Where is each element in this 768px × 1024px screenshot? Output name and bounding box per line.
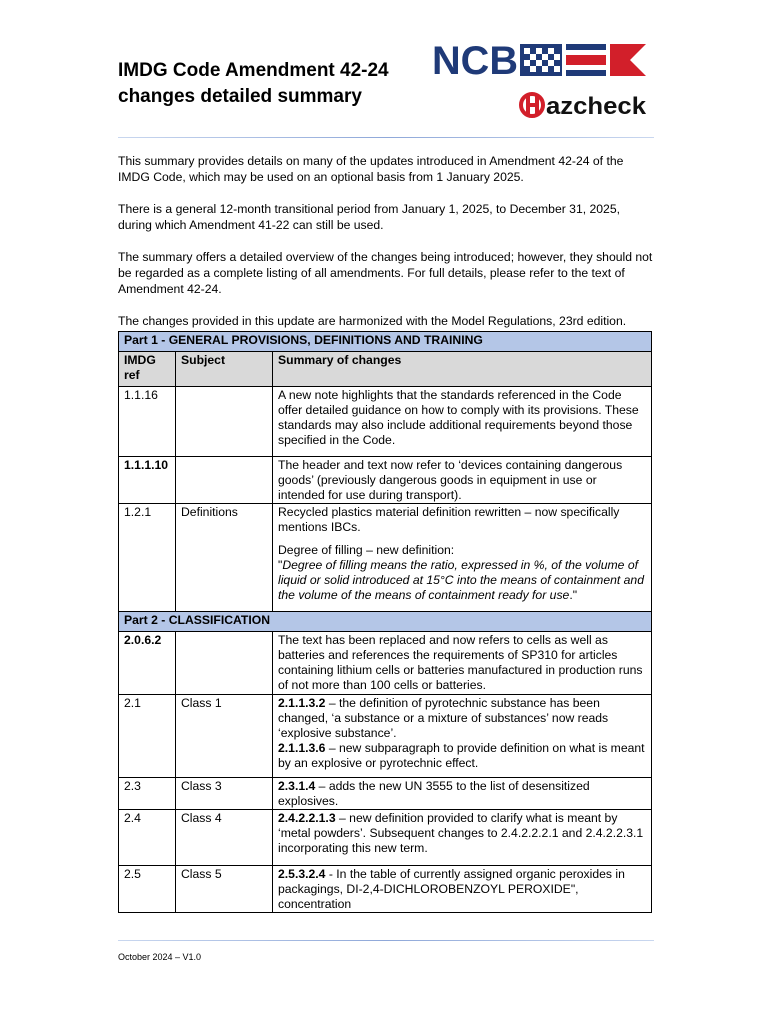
summary-text: – new definition provided to clarify what is meant by ‘metal powders’. Subsequent changes to 2.4.2.2.2.1 and 2.4.2.2.3.1 incorporating this new term. (278, 811, 644, 855)
table-row (119, 810, 652, 866)
row-subject: Class 3 (176, 778, 273, 810)
quote-mark: " (278, 558, 283, 572)
row-subject: Definitions (176, 504, 273, 612)
checkered-flag-icon (520, 44, 562, 76)
red-pennant-icon (610, 44, 646, 76)
intro-paragraph-2: There is a general 12-month transitional period from January 1, 2025, to December 31, 2025, during which Amendment 41-22 can still be used. (118, 202, 621, 232)
sub-ref: 2.1.1.3.2 (278, 696, 326, 710)
hazcheck-logo-text: azcheck (546, 93, 647, 120)
row-summary (273, 810, 652, 866)
document-title (118, 58, 389, 110)
row-ref: 1.1.16 (119, 387, 176, 457)
table-row (119, 778, 652, 810)
row-ref: 2.4 (119, 810, 176, 866)
intro-paragraph-1: This summary provides details on many of the updates introduced in Amendment 42-24 of the IMDG Code, which may be used on an optional basis from 1 January 2025. (118, 154, 624, 184)
column-header-summary: Summary of changes (273, 352, 652, 387)
title-line-1: IMDG Code Amendment 42-24 (118, 60, 389, 81)
table-row (119, 632, 652, 695)
row-subject (176, 632, 273, 695)
table-row (119, 866, 652, 913)
column-header-subject: Subject (176, 352, 273, 387)
row-summary: The text has been replaced and now refers to cells as well as batteries and references the requirements of SP310 for articles containing lithium cells or batteries manufactured in production runs of not more than 100 cells or batteries. (273, 632, 652, 695)
quote-mark: ." (569, 588, 578, 602)
footer-divider (118, 940, 654, 941)
intro-paragraph-4: The changes provided in this update are harmonized with the Model Regulations, 23rd edition. (118, 314, 627, 328)
part-2-title: Part 2 - CLASSIFICATION (119, 612, 652, 632)
part-header-row (119, 612, 652, 632)
changes-table (118, 331, 652, 913)
row-summary (273, 778, 652, 810)
row-summary: The header and text now refer to ‘devices containing dangerous goods’ (previously dangerous goods in equipment in use or intended for use during transport). (273, 457, 652, 504)
table-row (119, 695, 652, 778)
sub-ref: 2.3.1.4 (278, 779, 316, 793)
row-subject (176, 387, 273, 457)
sub-ref: 2.5.3.2.4 (278, 867, 326, 881)
row-summary (273, 504, 652, 612)
row-subject: Class 5 (176, 866, 273, 913)
definition-quote: Degree of filling means the ratio, expressed in %, of the volume of liquid or solid introduced at 15°C into the means of containment and the volume of the means of containment ready for use (278, 558, 644, 602)
summary-text: Degree of filling – new definition: (278, 543, 455, 557)
ncb-logo-text: NCB (432, 40, 518, 83)
part-1-title: Part 1 - GENERAL PROVISIONS, DEFINITIONS AND TRAINING (119, 332, 652, 352)
table-row (119, 504, 652, 612)
row-summary (273, 695, 652, 778)
hazcheck-logo (521, 93, 647, 120)
title-line-2: changes detailed summary (118, 86, 362, 107)
row-ref: 1.1.1.10 (119, 457, 176, 504)
row-subject (176, 457, 273, 504)
ncb-hazcheck-logo (432, 40, 648, 130)
sub-ref: 2.1.1.3.6 (278, 741, 326, 755)
row-summary (273, 866, 652, 913)
summary-text: – the definition of pyrotechnic substance has been changed, ‘a substance or a mixture of substances’ now reads ‘explosive substance’. (278, 696, 609, 740)
column-header-ref: IMDG ref (119, 352, 176, 387)
row-summary: A new note highlights that the standards referenced in the Code offer detailed guidance on how to comply with its provisions. These standards may also include additional requirements beyond those specified in the Code. (273, 387, 652, 457)
sub-ref: 2.4.2.2.1.3 (278, 811, 336, 825)
row-ref: 2.3 (119, 778, 176, 810)
footer-version: October 2024 – V1.0 (118, 952, 202, 962)
intro-paragraph-3: The summary offers a detailed overview of the changes being introduced; however, they should not be regarded as a complete listing of all amendments. For full details, please refer to the text of Amendment 42-24. (118, 250, 653, 296)
striped-flag-icon (566, 44, 606, 76)
row-ref: 1.2.1 (119, 504, 176, 612)
summary-text: – adds the new UN 3555 to the list of desensitized explosives. (278, 779, 590, 808)
row-ref: 2.5 (119, 866, 176, 913)
row-ref: 2.0.6.2 (119, 632, 176, 695)
summary-text: – new subparagraph to provide definition on what is meant by an explosive or pyrotechnic effect. (278, 741, 645, 770)
row-subject: Class 1 (176, 695, 273, 778)
table-row (119, 387, 652, 457)
row-subject: Class 4 (176, 810, 273, 866)
part-header-row (119, 332, 652, 352)
table-row (119, 457, 652, 504)
column-header-row (119, 352, 652, 387)
header-divider (118, 137, 654, 138)
intro-section (118, 153, 654, 345)
row-ref: 2.1 (119, 695, 176, 778)
summary-text: - In the table of currently assigned organic peroxides in packagings, DI-2,4-DICHLOROBENZOYL PEROXIDE", concentration (278, 867, 625, 911)
summary-text: Recycled plastics material definition rewritten – now specifically mentions IBCs. (278, 505, 620, 534)
